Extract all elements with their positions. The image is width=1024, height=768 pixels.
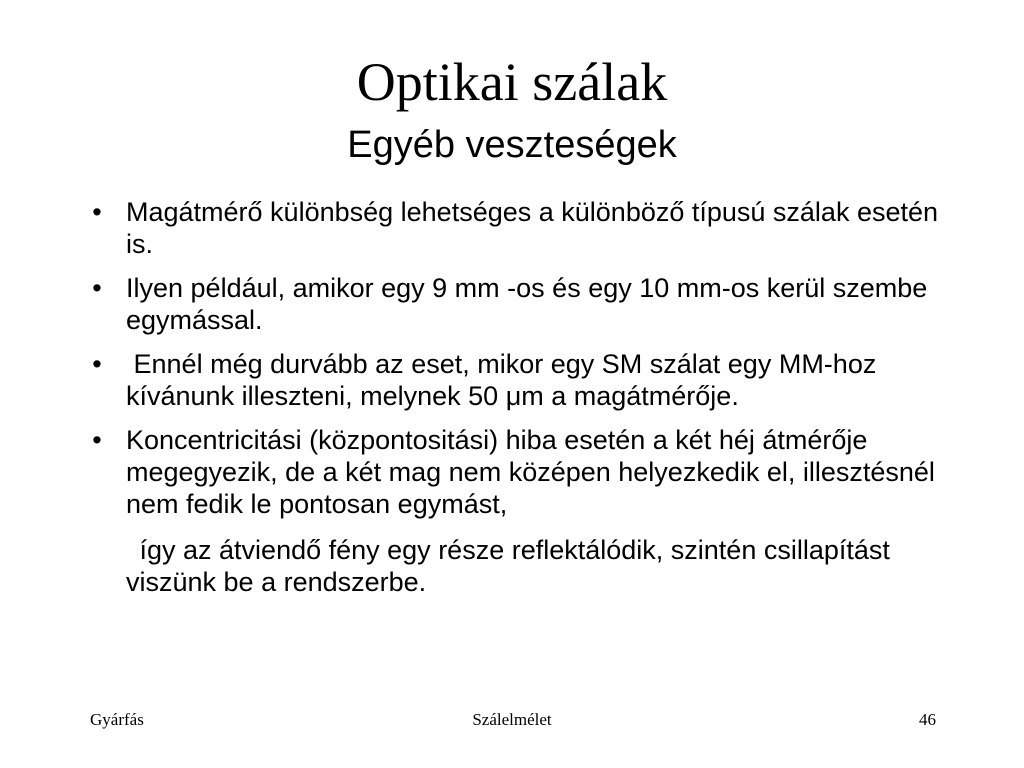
bullet-item [82, 348, 962, 412]
footer-author: Gyárfás [90, 710, 144, 729]
bullet-text: Ennél még durvább az eset, mikor egy SM szálat egy MM-hoz kívánunk illeszteni, melynek 50 μm a magátmérője. [126, 349, 884, 411]
bullet-text: Magátmérő különbség lehetséges a különböző típusú szálak esetén is. [126, 197, 939, 259]
bullet-item [82, 424, 962, 520]
bullet-marker: • [92, 425, 102, 455]
footer-page-number: 46 [919, 710, 936, 729]
slide-body [82, 196, 962, 598]
slide-title: Optikai szálak [356, 52, 668, 112]
bullet-text: Ilyen például, amikor egy 9 mm -os és egy 10 mm-os kerül szembe egymással. [126, 273, 928, 335]
bullet-text: Koncentricitási (központositási) hiba esetén a két héj átmérője megegyezik, de a két mag nem középen helyezkedik el, illesztésnél nem fedik le pontosan egymást, [126, 425, 935, 519]
bullet-marker: • [92, 349, 102, 379]
continuation-text: így az átviendő fény egy része reflektálódik, szintén csillapítást viszünk be a rendszerbe. [126, 535, 890, 597]
bullet-marker: • [92, 273, 102, 303]
footer-topic: Szálelmélet [472, 710, 552, 729]
slide-subtitle: Egyéb veszteségek [347, 124, 677, 166]
bullet-item [82, 272, 962, 336]
bullet-item [82, 196, 962, 260]
bullet-marker: • [92, 197, 102, 227]
bullet-continuation [82, 534, 962, 598]
